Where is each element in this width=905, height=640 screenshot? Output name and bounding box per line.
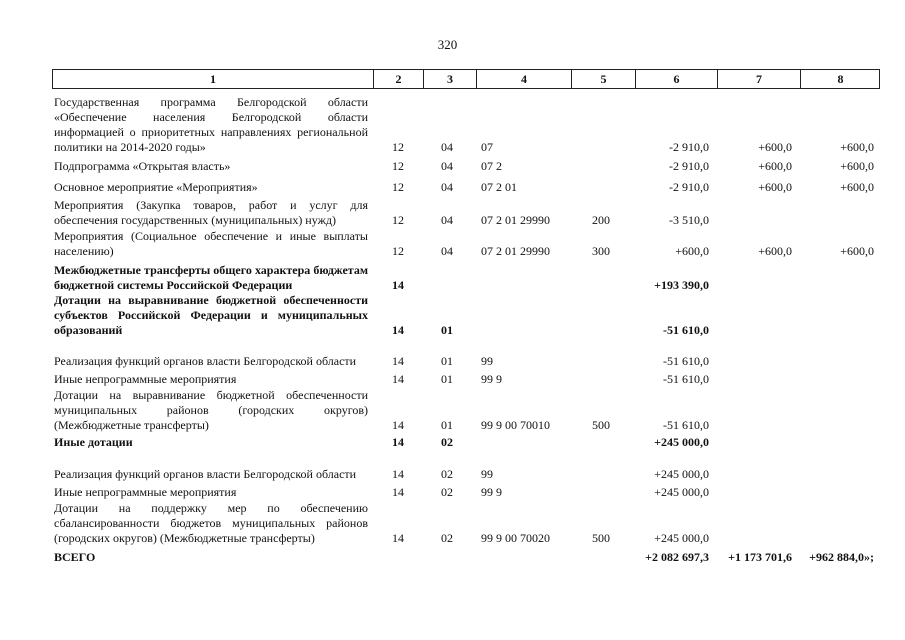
- row-amount-1: -3 510,0: [669, 213, 709, 227]
- row-name: Дотации на выравнивание бюджетной обеспеченности субъектов Российской Федерации и муниципальных образований: [54, 293, 368, 337]
- row-section: 14: [392, 354, 404, 368]
- table-row: [52, 198, 880, 228]
- row-amount-3: +600,0: [840, 244, 874, 258]
- row-name: Межбюджетные трансферты общего характера бюджетам бюджетной системы Российской Федерации: [54, 263, 368, 292]
- row-name: Дотации на поддержку мер по обеспечению сбалансированности бюджетов муниципальных районов (городских округов) (Межбюджетные трансферты): [54, 501, 368, 545]
- row-target-code: 99: [481, 467, 493, 481]
- header-col-1: 1: [210, 72, 216, 86]
- row-section: 14: [392, 372, 404, 386]
- header-col-4: 4: [476, 70, 571, 88]
- header-col-8: 8: [800, 70, 880, 88]
- row-name: Основное мероприятие «Мероприятия»: [54, 180, 258, 194]
- row-target-code: 07 2 01 29990: [481, 244, 550, 258]
- row-name: Иные непрограммные мероприятия: [54, 372, 237, 386]
- row-target-code: 99: [481, 354, 493, 368]
- row-amount-1: +193 390,0: [654, 278, 709, 292]
- row-amount-1: +245 000,0: [654, 467, 709, 481]
- row-subsection: 01: [441, 354, 453, 368]
- row-subsection: 02: [441, 485, 453, 499]
- row-name: Государственная программа Белгородской области «Обеспечение населения Белгородской области информацией о приоритетных направлениях региональной политики на 2014-2020 годы»: [54, 95, 368, 154]
- row-section: 12: [392, 213, 404, 227]
- row-amount-1: +2 082 697,3: [645, 550, 709, 564]
- table-row-total: [52, 549, 880, 565]
- row-amount-1: +600,0: [675, 244, 709, 258]
- row-target-code: 07 2: [481, 159, 502, 173]
- table-header: [52, 69, 880, 89]
- row-amount-2: +600,0: [758, 159, 792, 173]
- row-section: 14: [392, 485, 404, 499]
- row-name: Реализация функций органов власти Белгородской области: [54, 467, 357, 481]
- row-amount-1: -51 610,0: [663, 323, 709, 337]
- table-row: [52, 158, 880, 174]
- row-amount-2: +600,0: [758, 140, 792, 154]
- table-row: [52, 293, 880, 338]
- row-section: 14: [392, 418, 404, 432]
- header-col-2: 2: [373, 70, 423, 88]
- row-subsection: 02: [441, 435, 453, 449]
- row-target-code: 07 2 01: [481, 180, 517, 194]
- row-target-code: 07: [481, 140, 493, 154]
- row-section: 14: [392, 278, 404, 292]
- page-number: 320: [437, 37, 458, 52]
- table-row: [52, 484, 880, 500]
- row-amount-1: -2 910,0: [669, 159, 709, 173]
- row-section: 14: [392, 435, 404, 449]
- row-name: Мероприятия (Социальное обеспечение и иные выплаты населению): [54, 229, 368, 258]
- row-amount-2: +600,0: [758, 180, 792, 194]
- table-row: [52, 388, 880, 433]
- header-col-3: 3: [423, 70, 476, 88]
- row-amount-3: +600,0: [840, 140, 874, 154]
- row-subsection: 01: [441, 323, 453, 337]
- row-name: Дотации на выравнивание бюджетной обеспеченности муниципальных районов (городских округов) (Межбюджетные трансферты): [54, 388, 368, 432]
- row-target-code: 99 9 00 70020: [481, 531, 550, 545]
- table-row: [52, 263, 880, 293]
- header-col-5: 5: [571, 70, 635, 88]
- row-target-code: 07 2 01 29990: [481, 213, 550, 227]
- table-row: [52, 371, 880, 387]
- row-subsection: 01: [441, 418, 453, 432]
- row-amount-1: -2 910,0: [669, 180, 709, 194]
- header-col-7: 7: [717, 70, 800, 88]
- row-amount-2: +600,0: [758, 244, 792, 258]
- header-col-6: 6: [635, 70, 717, 88]
- row-section: 12: [392, 140, 404, 154]
- row-amount-1: +245 000,0: [654, 485, 709, 499]
- row-subsection: 04: [441, 180, 453, 194]
- row-amount-1: -51 610,0: [663, 354, 709, 368]
- row-subsection: 02: [441, 531, 453, 545]
- row-section: 12: [392, 180, 404, 194]
- row-amount-3: +600,0: [840, 159, 874, 173]
- table-row: [52, 339, 880, 369]
- row-amount-1: +245 000,0: [654, 531, 709, 545]
- row-amount-1: +245 000,0: [654, 435, 709, 449]
- row-subsection: 04: [441, 213, 453, 227]
- row-section: 14: [392, 323, 404, 337]
- row-section: 14: [392, 531, 404, 545]
- row-subsection: 04: [441, 140, 453, 154]
- row-target-code: 99 9: [481, 485, 502, 499]
- row-subsection: 04: [441, 159, 453, 173]
- row-amount-3: +962 884,0»;: [809, 550, 874, 564]
- table-row: [52, 179, 880, 195]
- row-name: Реализация функций органов власти Белгородской области: [54, 354, 357, 368]
- row-expense-type: 200: [592, 213, 610, 227]
- row-section: 12: [392, 244, 404, 258]
- table-row: [52, 434, 880, 450]
- table-row: [52, 452, 880, 482]
- table-row: [52, 501, 880, 546]
- table-row: [52, 95, 880, 155]
- row-expense-type: 500: [592, 418, 610, 432]
- row-amount-3: +600,0: [840, 180, 874, 194]
- row-subsection: 01: [441, 372, 453, 386]
- row-expense-type: 300: [592, 244, 610, 258]
- row-name: Подпрограмма «Открытая власть»: [54, 159, 231, 173]
- row-name: Мероприятия (Закупка товаров, работ и услуг для обеспечения государственных (муниципальных) нужд): [54, 198, 368, 227]
- row-section: 12: [392, 159, 404, 173]
- row-target-code: 99 9 00 70010: [481, 418, 550, 432]
- row-amount-1: -2 910,0: [669, 140, 709, 154]
- row-subsection: 04: [441, 244, 453, 258]
- row-amount-1: -51 610,0: [663, 418, 709, 432]
- row-name: Иные непрограммные мероприятия: [54, 485, 237, 499]
- row-target-code: 99 9: [481, 372, 502, 386]
- table-row: [52, 229, 880, 259]
- row-subsection: 02: [441, 467, 453, 481]
- row-expense-type: 500: [592, 531, 610, 545]
- row-name: ВСЕГО: [54, 550, 96, 564]
- row-amount-2: +1 173 701,6: [728, 550, 792, 564]
- row-section: 14: [392, 467, 404, 481]
- row-amount-1: -51 610,0: [663, 372, 709, 386]
- row-name: Иные дотации: [54, 435, 133, 449]
